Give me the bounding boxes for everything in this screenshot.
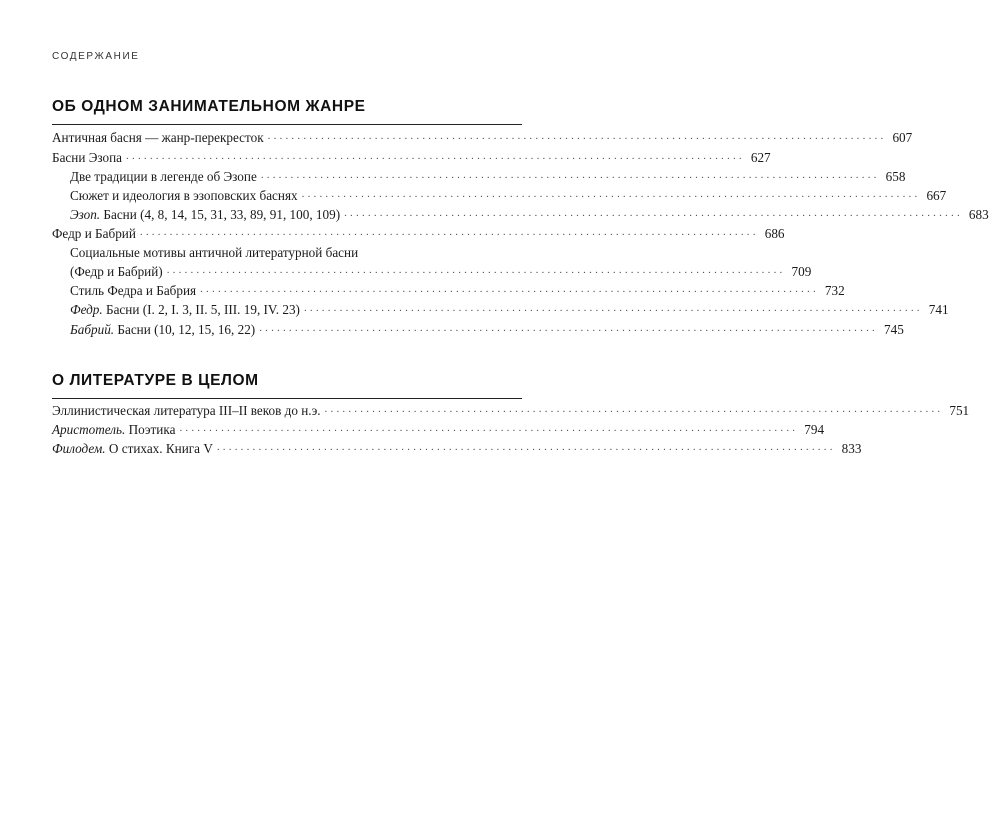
toc-entry[interactable] xyxy=(70,262,812,281)
toc-entry-title: Бабрий. Басни (10, 12, 15, 16, 22) xyxy=(70,322,256,337)
toc-leader-dots: ........................................................................................................ xyxy=(267,130,887,142)
toc-entry-title: Античная басня — жанр-перекресток xyxy=(52,130,264,145)
toc-entry-title: Эллинистическая литература III–II веков до н.э. xyxy=(52,403,321,418)
toc-page-number: 683 xyxy=(968,207,989,222)
section-rule xyxy=(52,124,522,125)
toc-entry[interactable] xyxy=(70,167,906,186)
toc-leader-dots: ........................................................................................................ xyxy=(216,441,836,453)
toc-page-number: 627 xyxy=(750,150,771,165)
toc-page-number: 709 xyxy=(791,264,812,279)
toc-entry-title: Басни Эзопа xyxy=(52,150,123,165)
toc-entry-title: Аристотель. Поэтика xyxy=(52,422,176,437)
toc-entry[interactable] xyxy=(52,420,825,439)
toc-page-number: 833 xyxy=(841,441,862,456)
toc-entry[interactable] xyxy=(70,320,904,339)
toc-page-number: 745 xyxy=(884,322,904,337)
toc-entry[interactable] xyxy=(52,224,785,243)
toc-leader-dots: ........................................................................................................ xyxy=(303,302,923,314)
toc-entry[interactable] xyxy=(52,148,771,167)
toc-leader-dots: ........................................................................................................ xyxy=(139,226,759,238)
toc-entry-title: (Федр и Бабрий) xyxy=(70,264,163,279)
toc-entry-continued[interactable] xyxy=(70,243,522,262)
toc-entry[interactable] xyxy=(52,439,862,458)
toc-leader-dots: ........................................................................................................ xyxy=(301,188,921,200)
toc-entry-title: Две традиции в легенде об Эзопе xyxy=(70,169,257,184)
author-name: Филодем. xyxy=(52,441,106,456)
toc-entry[interactable] xyxy=(52,401,970,420)
section-rule xyxy=(52,398,522,399)
toc-leader-dots: ........................................................................................................ xyxy=(179,422,799,434)
toc-page-number: 794 xyxy=(804,422,825,437)
section-title: ОБ ОДНОМ ЗАНИМАТЕЛЬНОМ ЖАНРЕ xyxy=(52,98,366,115)
author-name: Бабрий. xyxy=(70,322,115,337)
toc-entry[interactable] xyxy=(52,128,913,147)
toc-entry-title: Стиль Федра и Бабрия xyxy=(70,283,197,298)
section-title: О ЛИТЕРАТУРЕ В ЦЕЛОМ xyxy=(52,372,259,389)
toc-leader-dots: ........................................................................................................ xyxy=(166,264,786,276)
toc-entry-title: Филодем. О стихах. Книга V xyxy=(52,441,213,456)
toc-page-number: 751 xyxy=(949,403,970,418)
toc-page-number: 741 xyxy=(928,302,949,317)
author-name: Эзоп. xyxy=(70,207,101,222)
toc-leader-dots: ........................................................................................................ xyxy=(126,150,745,162)
toc-entry-title: Эзоп. Басни (4, 8, 14, 15, 31, 33, 89, 91, 100, 109) xyxy=(70,207,341,222)
toc-leader-dots: ........................................................................................................ xyxy=(259,322,878,334)
toc-entry-title: Социальные мотивы античной литературной басни xyxy=(70,245,359,260)
toc-entry[interactable] xyxy=(70,205,989,224)
toc-leader-dots: ........................................................................................................ xyxy=(200,283,819,295)
toc-entry[interactable] xyxy=(70,281,845,300)
author-name: Федр. xyxy=(70,302,103,317)
toc-entry[interactable] xyxy=(70,186,947,205)
toc-entry-title: Федр и Бабрий xyxy=(52,226,136,241)
author-name: Аристотель. xyxy=(52,422,126,437)
toc-entry-title: Федр. Басни (I. 2, I. 3, II. 5, III. 19, IV. 23) xyxy=(70,302,300,317)
toc-page-number: 658 xyxy=(885,169,906,184)
toc-page-number: 667 xyxy=(926,188,947,203)
toc-page-number: 732 xyxy=(824,283,845,298)
toc-entry-title: Сюжет и идеология в эзоповских баснях xyxy=(70,188,298,203)
toc-page-number: 686 xyxy=(764,226,785,241)
toc-page-number: 607 xyxy=(892,130,913,145)
toc-leader-dots: ........................................................................................................ xyxy=(260,169,880,181)
toc-leader-dots: ........................................................................................................ xyxy=(324,403,944,415)
running-head: СОДЕРЖАНИЕ xyxy=(52,51,140,62)
toc-entry[interactable] xyxy=(70,300,949,319)
toc-leader-dots: ........................................................................................................ xyxy=(344,207,963,219)
